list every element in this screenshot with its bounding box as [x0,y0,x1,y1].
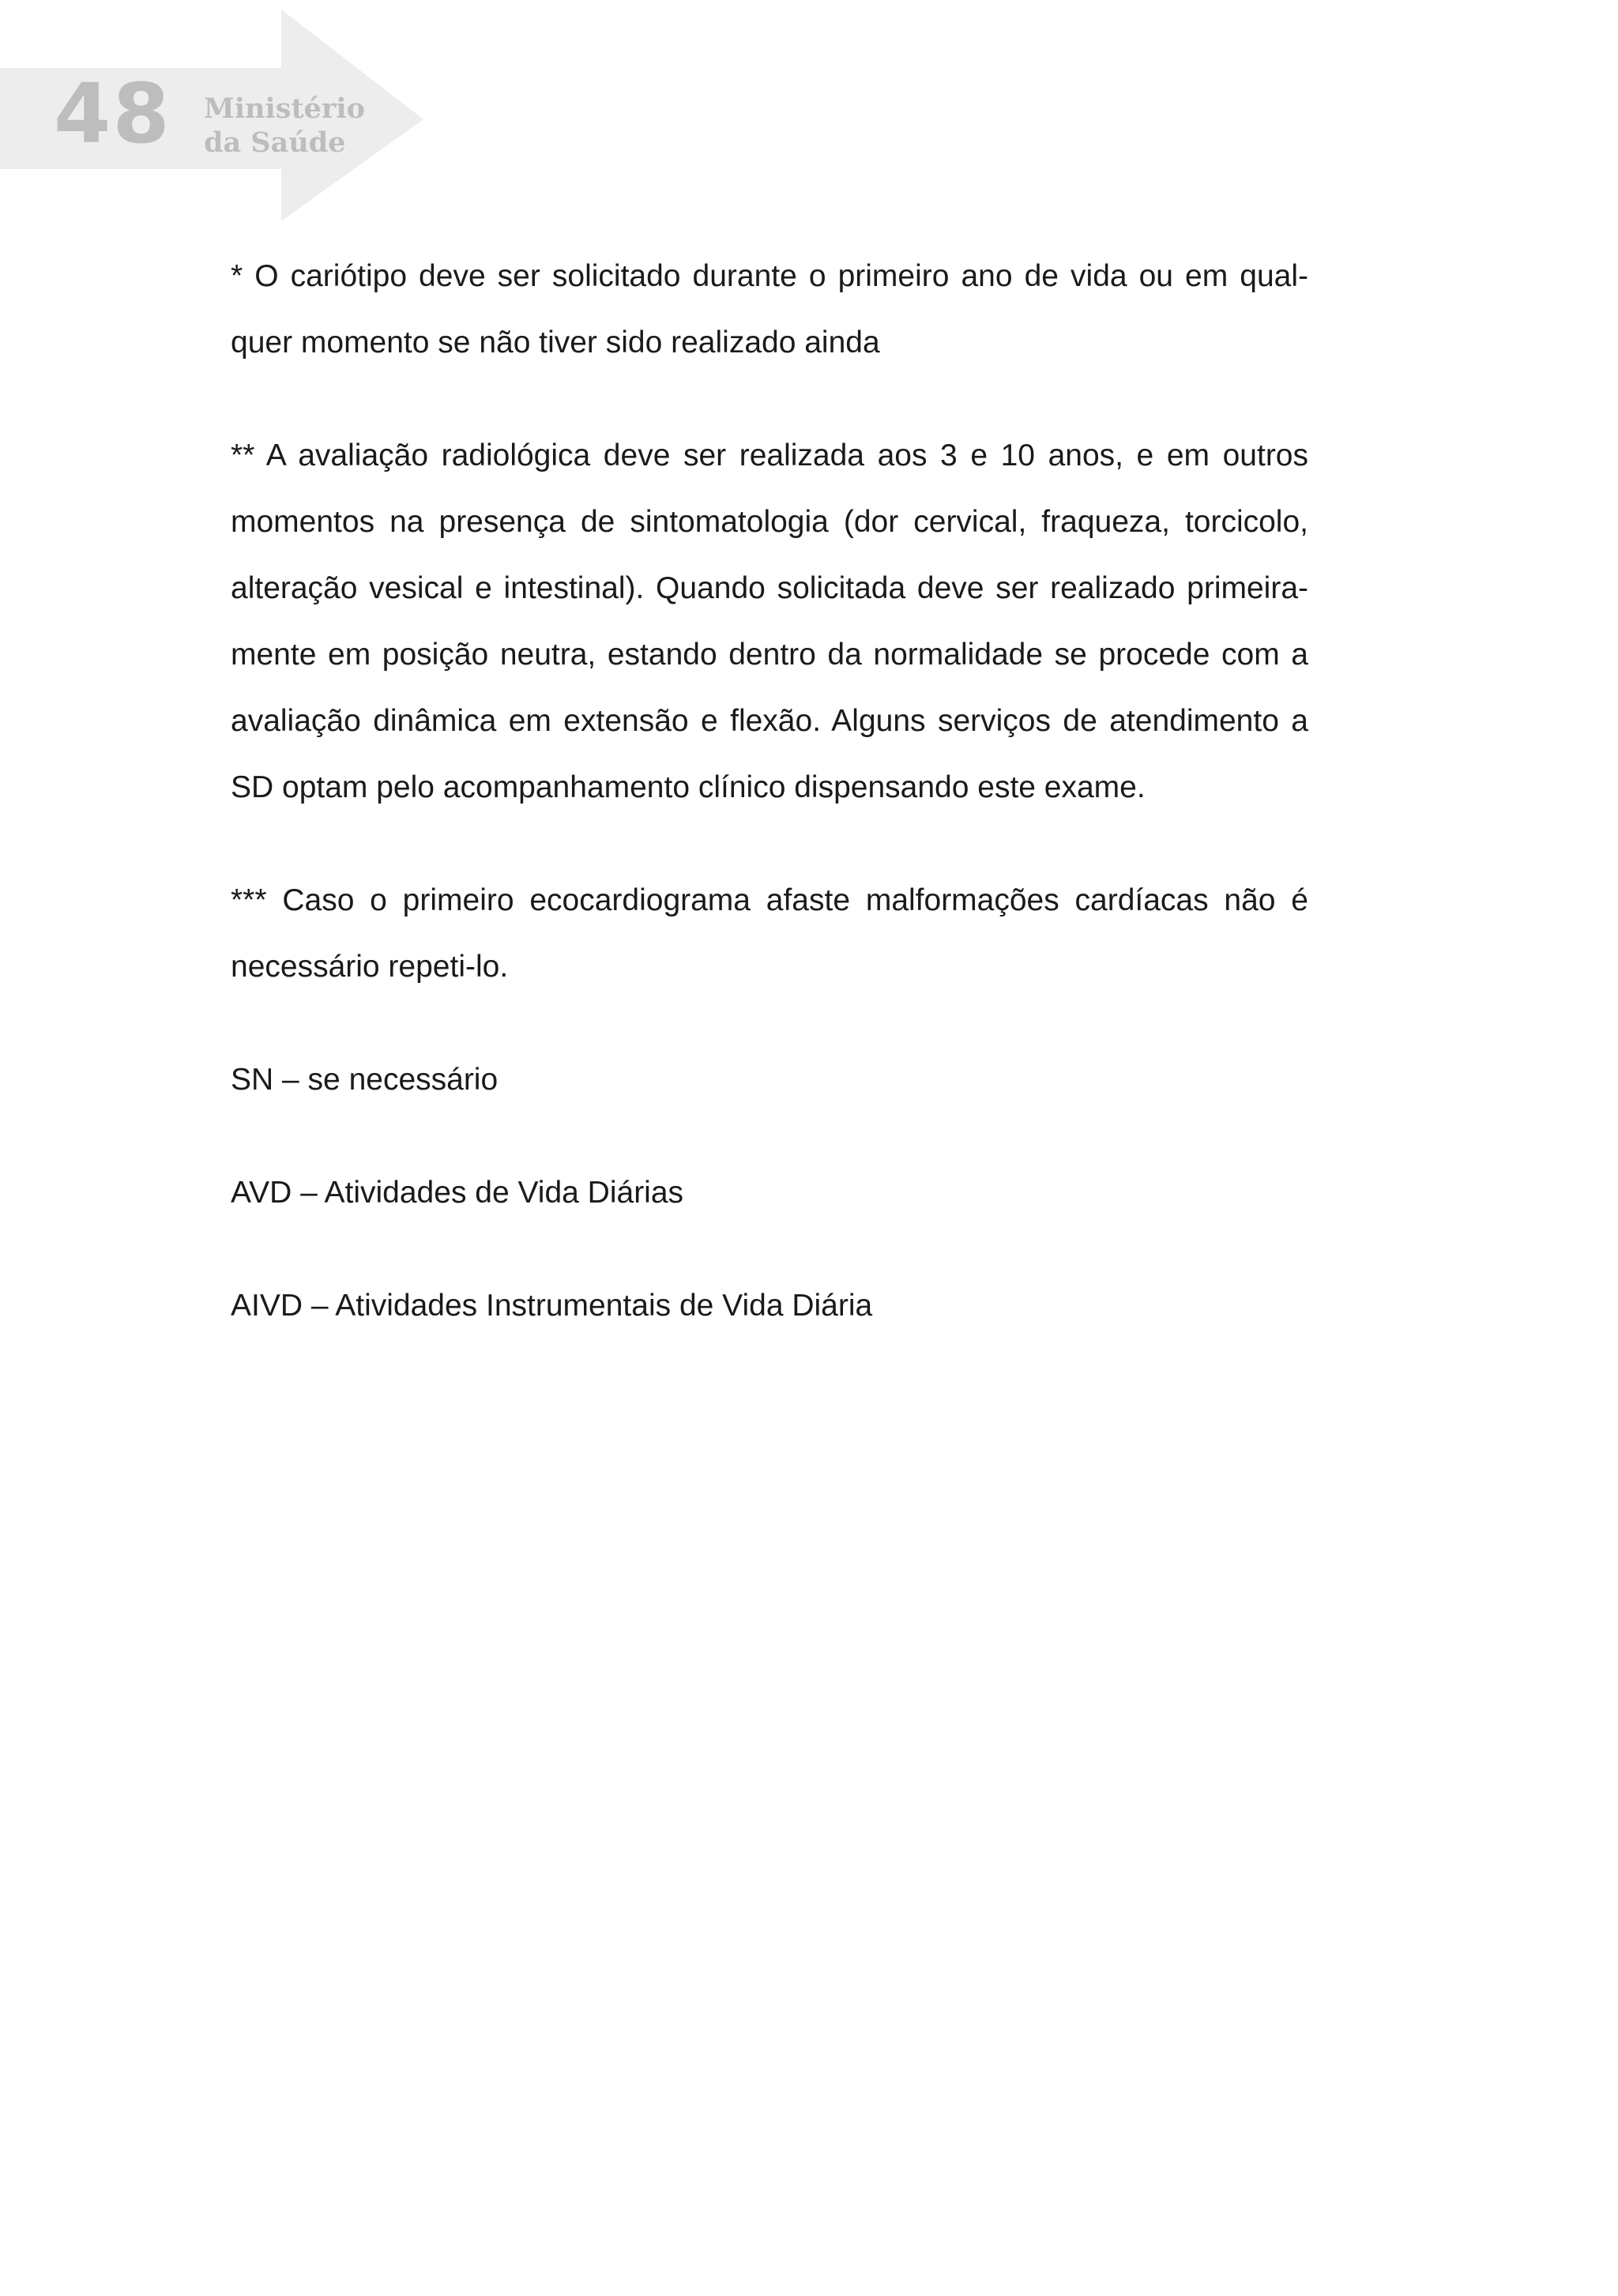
footnote-echocardiogram: *** Caso o primeiro ecocardiograma afaste malformações cardíacas não é necessário repeti-lo. [231,883,1308,984]
footnote-karyotype: * O cariótipo deve ser solicitado durante o primeiro ano de vida ou em qual-quer momento se não tiver sido realizado ainda [231,259,1308,359]
page-body [231,243,1308,1386]
ministry-line-2: da Saúde [204,126,346,159]
page-number: 48 [54,66,171,162]
definition-sn: SN – se necessário [231,1063,499,1097]
footnote-radiology: ** A avaliação radiológica deve ser realizada aos 3 e 10 anos, e em outros momentos na presença de sintomatologia (dor cervical, fraqueza, torcicolo, alteração vesical e intestinal). Quando solicitada deve ser realizado primeira-mente em posição neutra, estando dentro da normalidade se procede com a avaliação dinâmica em extensão e flexão. Alguns serviços de atendimento a SD optam pelo acompanhamento clínico dispensando este exame. [231,438,1308,804]
ministry-line-1: Ministério [204,92,366,125]
definition-aivd: AIVD – Atividades Instrumentais de Vida Diária [231,1289,873,1323]
definition-avd: AVD – Atividades de Vida Diárias [231,1176,684,1210]
ministry-logo-text [204,92,365,160]
page-header-banner [0,0,442,229]
